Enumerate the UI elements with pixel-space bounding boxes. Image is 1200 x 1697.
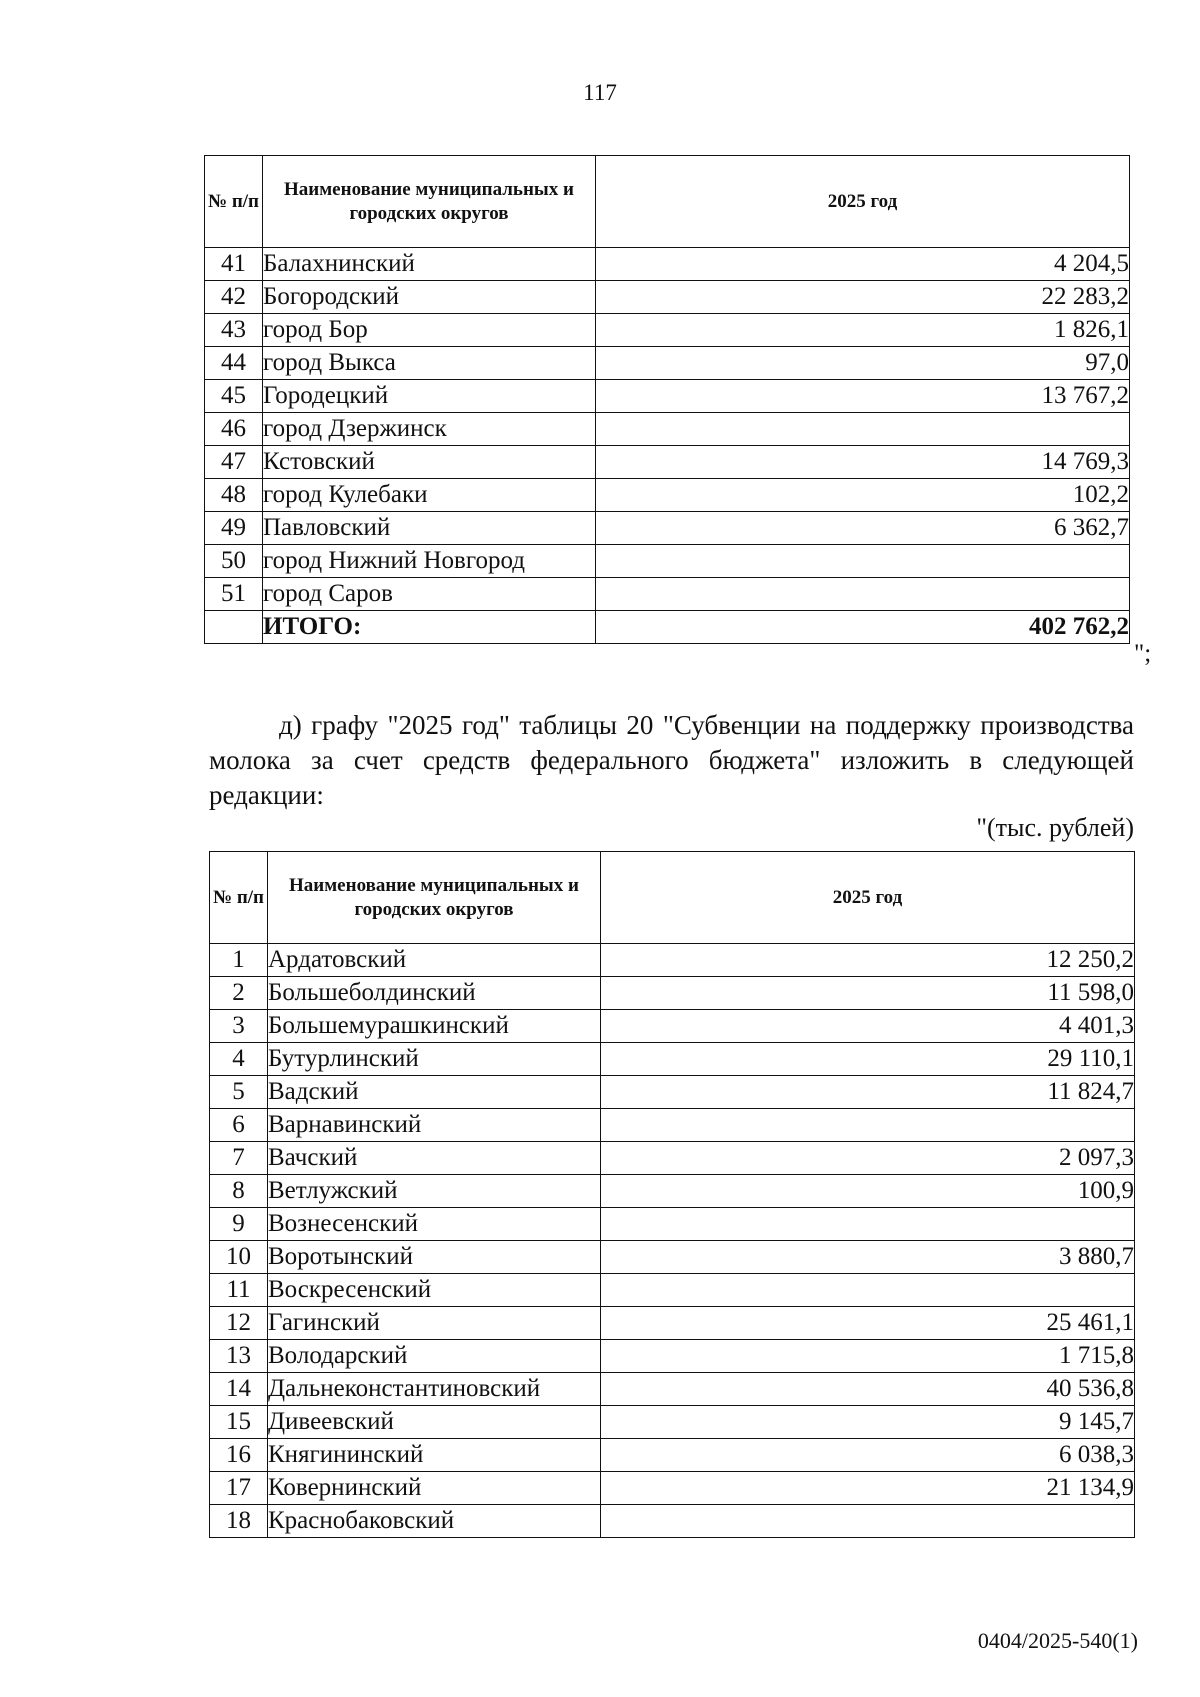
table-row [205, 248, 1130, 281]
row-value: 11 598,0 [601, 977, 1135, 1010]
row-name: Варнавинский [268, 1109, 601, 1142]
row-value: 6 038,3 [601, 1439, 1135, 1472]
row-number: 46 [205, 413, 263, 446]
table-row [210, 1175, 1135, 1208]
amendment-text: д) графу "2025 год" таблицы 20 "Субвенции на поддержку производства молока за счет средств федерального бюджета" изложить в следующей редакции: [209, 710, 1134, 810]
row-value [601, 1274, 1135, 1307]
table1-body [205, 248, 1130, 644]
row-number: 4 [210, 1043, 268, 1076]
row-number: 14 [210, 1373, 268, 1406]
table-row [210, 1373, 1135, 1406]
row-value: 29 110,1 [601, 1043, 1135, 1076]
table-row [210, 1274, 1135, 1307]
table-row [210, 1406, 1135, 1439]
row-number: 48 [205, 479, 263, 512]
row-name: город Кулебаки [263, 479, 596, 512]
row-value [596, 413, 1130, 446]
table-row [210, 1109, 1135, 1142]
row-number: 44 [205, 347, 263, 380]
row-number: 7 [210, 1142, 268, 1175]
row-value [601, 1109, 1135, 1142]
header-num: № п/п [205, 156, 263, 248]
table-row [210, 1043, 1135, 1076]
table-row [210, 1142, 1135, 1175]
row-value: 4 204,5 [596, 248, 1130, 281]
table-row [205, 446, 1130, 479]
row-name: Володарский [268, 1340, 601, 1373]
table-row [210, 1208, 1135, 1241]
page-number: 117 [583, 80, 617, 105]
table-row [210, 1241, 1135, 1274]
row-number: 47 [205, 446, 263, 479]
row-name: Вадский [268, 1076, 601, 1109]
row-name: Дальнеконстантиновский [268, 1373, 601, 1406]
row-value: 9 145,7 [601, 1406, 1135, 1439]
municipal-table-2 [209, 851, 1135, 1538]
table-row [210, 1307, 1135, 1340]
row-number: 51 [205, 578, 263, 611]
total-value: 402 762,2 [596, 611, 1130, 644]
row-name: город Бор [263, 314, 596, 347]
row-name: Городецкий [263, 380, 596, 413]
table-row [210, 944, 1135, 977]
row-name: Гагинский [268, 1307, 601, 1340]
header-year: 2025 год [601, 852, 1135, 944]
table-row [205, 512, 1130, 545]
row-number: 16 [210, 1439, 268, 1472]
row-number: 43 [205, 314, 263, 347]
row-name: город Нижний Новгород [263, 545, 596, 578]
row-value: 1 715,8 [601, 1340, 1135, 1373]
row-value: 40 536,8 [601, 1373, 1135, 1406]
header-name: Наименование муниципальных и городских округов [268, 852, 601, 944]
table-row [205, 578, 1130, 611]
total-num-cell [205, 611, 263, 644]
header-year: 2025 год [596, 156, 1130, 248]
row-name: Ардатовский [268, 944, 601, 977]
row-value [596, 578, 1130, 611]
row-name: Большемурашкинский [268, 1010, 601, 1043]
table-row [210, 977, 1135, 1010]
row-value: 1 826,1 [596, 314, 1130, 347]
total-label: ИТОГО: [263, 611, 596, 644]
row-number: 42 [205, 281, 263, 314]
table-row [210, 1472, 1135, 1505]
document-code: 0404/2025-540(1) [977, 1628, 1138, 1653]
table-row [210, 1076, 1135, 1109]
row-number: 10 [210, 1241, 268, 1274]
table-row [210, 1010, 1135, 1043]
row-number: 45 [205, 380, 263, 413]
table-row [210, 1340, 1135, 1373]
row-name: город Саров [263, 578, 596, 611]
row-name: город Дзержинск [263, 413, 596, 446]
row-name: Вачский [268, 1142, 601, 1175]
row-name: Краснобаковский [268, 1505, 601, 1538]
table-row [210, 1439, 1135, 1472]
row-name: Бутурлинский [268, 1043, 601, 1076]
row-name: Дивеевский [268, 1406, 601, 1439]
unit-note: "(тыс. рублей) [976, 813, 1134, 842]
row-number: 8 [210, 1175, 268, 1208]
row-number: 18 [210, 1505, 268, 1538]
row-name: Ветлужский [268, 1175, 601, 1208]
row-value: 22 283,2 [596, 281, 1130, 314]
row-name: Павловский [263, 512, 596, 545]
row-number: 2 [210, 977, 268, 1010]
row-name: Ковернинский [268, 1472, 601, 1505]
row-number: 6 [210, 1109, 268, 1142]
row-value: 100,9 [601, 1175, 1135, 1208]
row-value [596, 545, 1130, 578]
total-row [205, 611, 1130, 644]
row-number: 50 [205, 545, 263, 578]
row-name: Вознесенский [268, 1208, 601, 1241]
row-number: 15 [210, 1406, 268, 1439]
row-number: 5 [210, 1076, 268, 1109]
row-name: город Выкса [263, 347, 596, 380]
row-value: 6 362,7 [596, 512, 1130, 545]
municipal-table-1 [204, 155, 1130, 644]
row-value: 14 769,3 [596, 446, 1130, 479]
row-value: 11 824,7 [601, 1076, 1135, 1109]
row-name: Княгининский [268, 1439, 601, 1472]
row-value: 25 461,1 [601, 1307, 1135, 1340]
row-value: 102,2 [596, 479, 1130, 512]
row-number: 11 [210, 1274, 268, 1307]
header-name: Наименование муниципальных и городских округов [263, 156, 596, 248]
row-value: 3 880,7 [601, 1241, 1135, 1274]
row-number: 41 [205, 248, 263, 281]
row-value: 97,0 [596, 347, 1130, 380]
row-number: 9 [210, 1208, 268, 1241]
table-row [205, 347, 1130, 380]
row-value: 4 401,3 [601, 1010, 1135, 1043]
amendment-paragraph [209, 708, 1134, 813]
row-number: 12 [210, 1307, 268, 1340]
row-number: 17 [210, 1472, 268, 1505]
table-row [205, 413, 1130, 446]
row-value: 2 097,3 [601, 1142, 1135, 1175]
row-name: Большеболдинский [268, 977, 601, 1010]
row-name: Воскресенский [268, 1274, 601, 1307]
row-name: Богородский [263, 281, 596, 314]
table-row [205, 545, 1130, 578]
row-name: Кстовский [263, 446, 596, 479]
header-num: № п/п [210, 852, 268, 944]
closing-quote: "; [1134, 640, 1152, 667]
row-value [601, 1208, 1135, 1241]
row-number: 3 [210, 1010, 268, 1043]
row-name: Воротынский [268, 1241, 601, 1274]
table-row [205, 281, 1130, 314]
table-row [205, 479, 1130, 512]
table2-body [210, 944, 1135, 1538]
table-row [205, 314, 1130, 347]
row-value: 12 250,2 [601, 944, 1135, 977]
row-number: 1 [210, 944, 268, 977]
row-number: 49 [205, 512, 263, 545]
table-row [205, 380, 1130, 413]
row-number: 13 [210, 1340, 268, 1373]
row-value: 21 134,9 [601, 1472, 1135, 1505]
row-value [601, 1505, 1135, 1538]
row-name: Балахнинский [263, 248, 596, 281]
table-row [210, 1505, 1135, 1538]
row-value: 13 767,2 [596, 380, 1130, 413]
